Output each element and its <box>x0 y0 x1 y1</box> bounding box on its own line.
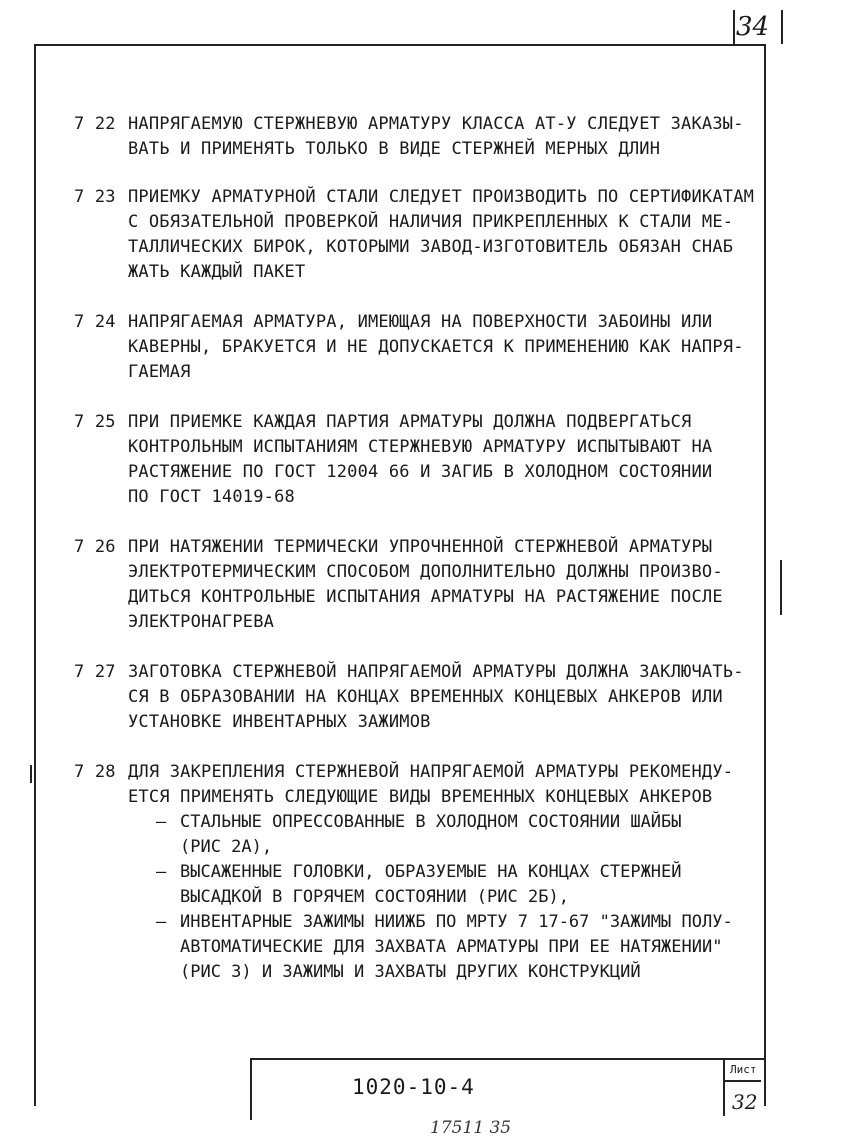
list-dash: – <box>156 812 167 832</box>
paragraph-number: 7 23 <box>74 187 116 207</box>
text-line: ЕТСЯ ПРИМЕНЯТЬ СЛЕДУЮЩИЕ ВИДЫ ВРЕМЕННЫХ КОНЦЕВЫХ АНКЕРОВ <box>128 787 713 807</box>
list-dash: – <box>156 862 167 882</box>
text-line: ЭЛЕКТРОТЕРМИЧЕСКИМ СПОСОБОМ ДОПОЛНИТЕЛЬНО ДОЛЖНЫ ПРОИЗВО- <box>128 562 723 582</box>
paragraph-text <box>128 112 754 162</box>
paragraph-number: 7 27 <box>74 662 116 682</box>
text-line: ПРИ НАТЯЖЕНИИ ТЕРМИЧЕСКИ УПРОЧНЕННОЙ СТЕРЖНЕВОЙ АРМАТУРЫ <box>128 537 713 557</box>
text-line: КОНТРОЛЬНЫМ ИСПЫТАНИЯМ СТЕРЖНЕВУЮ АРМАТУРУ ИСПЫТЫВАЮТ НА <box>128 437 713 457</box>
text-line: ДЛЯ ЗАКРЕПЛЕНИЯ СТЕРЖНЕВОЙ НАПРЯГАЕМОЙ АРМАТУРЫ РЕКОМЕНДУ- <box>128 762 734 782</box>
text-line: ПРИЕМКУ АРМАТУРНОЙ СТАЛИ СЛЕДУЕТ ПРОИЗВОДИТЬ ПО СЕРТИФИКАТАМ <box>128 187 755 207</box>
text-line: ЖАТЬ КАЖДЫЙ ПАКЕТ <box>128 262 306 282</box>
paragraph-text <box>128 310 754 385</box>
list-item-text <box>180 860 682 910</box>
text-line: ПО ГОСТ 14019-68 <box>128 487 295 507</box>
paragraph <box>74 660 754 735</box>
list-item <box>156 910 756 985</box>
paragraph <box>74 410 754 510</box>
text-line: ВЫСАДКОЙ В ГОРЯЧЕМ СОСТОЯНИИ (РИС 2Б), <box>180 887 569 907</box>
text-line: (РИС 2А), <box>180 837 273 857</box>
text-line: ЗАГОТОВКА СТЕРЖНЕВОЙ НАПРЯГАЕМОЙ АРМАТУРЫ ДОЛЖНА ЗАКЛЮЧАТЬ- <box>128 662 744 682</box>
paragraph-text <box>128 410 754 510</box>
sheet-number: 32 <box>732 1090 758 1114</box>
text-line: УСТАНОВКЕ ИНВЕНТАРНЫХ ЗАЖИМОВ <box>128 712 431 732</box>
margin-mark-left <box>30 765 32 783</box>
list-item-text <box>180 910 733 985</box>
paragraph-text <box>128 185 754 285</box>
paragraph <box>74 185 754 285</box>
document-code: 1020-10-4 <box>352 1075 475 1099</box>
text-line: (РИС 3) И ЗАЖИМЫ И ЗАХВАТЫ ДРУГИХ КОНСТРУКЦИЙ <box>180 962 641 982</box>
text-line: ПРИ ПРИЕМКЕ КАЖДАЯ ПАРТИЯ АРМАТУРЫ ДОЛЖНА ПОДВЕРГАТЬСЯ <box>128 412 692 432</box>
list-item-text <box>180 810 682 860</box>
sheet-number-top: 34 <box>736 12 770 42</box>
text-line: ИНВЕНТАРНЫЕ ЗАЖИМЫ НИИЖБ ПО МРТУ 7 17-67 "ЗАЖИМЫ ПОЛУ- <box>180 912 733 932</box>
text-line: НАПРЯГАЕМАЯ АРМАТУРА, ИМЕЮЩАЯ НА ПОВЕРХНОСТИ ЗАБОИНЫ ИЛИ <box>128 312 713 332</box>
list-item <box>156 860 756 910</box>
text-line: АВТОМАТИЧЕСКИЕ ДЛЯ ЗАХВАТА АРМАТУРЫ ПРИ ЕЕ НАТЯЖЕНИИ" <box>180 937 723 957</box>
anchor-types-list <box>156 810 756 985</box>
paragraph <box>74 310 754 385</box>
text-line: ТАЛЛИЧЕСКИХ БИРОК, КОТОРЫМИ ЗАВОД-ИЗГОТОВИТЕЛЬ ОБЯЗАН СНАБ <box>128 237 734 257</box>
text-line: ДИТЬСЯ КОНТРОЛЬНЫЕ ИСПЫТАНИЯ АРМАТУРЫ НА РАСТЯЖЕНИЕ ПОСЛЕ <box>128 587 723 607</box>
paragraph <box>74 112 754 162</box>
text-line: СТАЛЬНЫЕ ОПРЕССОВАННЫЕ В ХОЛОДНОМ СОСТОЯНИИ ШАЙБЫ <box>180 812 682 832</box>
text-line: ВАТЬ И ПРИМЕНЯТЬ ТОЛЬКО В ВИДЕ СТЕРЖНЕЙ МЕРНЫХ ДЛИН <box>128 139 661 159</box>
bottom-note: 17511 35 <box>430 1118 512 1138</box>
text-line: СЯ В ОБРАЗОВАНИИ НА КОНЦАХ ВРЕМЕННЫХ КОНЦЕВЫХ АНКЕРОВ ИЛИ <box>128 687 723 707</box>
paragraph <box>74 535 754 635</box>
paragraph-number: 7 28 <box>74 762 116 782</box>
sheet-label: Лист <box>730 1063 757 1076</box>
text-line: ГАЕМАЯ <box>128 362 191 382</box>
paragraph-number: 7 24 <box>74 312 116 332</box>
paragraph-text <box>128 660 754 735</box>
paragraph-text <box>128 760 754 810</box>
margin-mark-right <box>780 560 782 615</box>
list-item <box>156 810 756 860</box>
text-line: ВЫСАЖЕННЫЕ ГОЛОВКИ, ОБРАЗУЕМЫЕ НА КОНЦАХ СТЕРЖНЕЙ <box>180 862 682 882</box>
paragraph-number: 7 26 <box>74 537 116 557</box>
sheet-cell-divider <box>723 1080 761 1082</box>
text-line: ЭЛЕКТРОНАГРЕВА <box>128 612 275 632</box>
paragraph-text <box>128 535 754 635</box>
text-line: КАВЕРНЫ, БРАКУЕТСЯ И НЕ ДОПУСКАЕТСЯ К ПРИМЕНЕНИЮ КАК НАПРЯ- <box>128 337 744 357</box>
paragraph <box>74 760 754 810</box>
title-block <box>250 1058 764 1120</box>
text-line: РАСТЯЖЕНИЕ ПО ГОСТ 12004 66 И ЗАГИБ В ХОЛОДНОМ СОСТОЯНИИ <box>128 462 713 482</box>
text-line: НАПРЯГАЕМУЮ СТЕРЖНЕВУЮ АРМАТУРУ КЛАССА AТ-У СЛЕДУЕТ ЗАКАЗЫ- <box>128 114 744 134</box>
paragraph-number: 7 22 <box>74 114 116 134</box>
list-dash: – <box>156 912 167 932</box>
text-line: С ОБЯЗАТЕЛЬНОЙ ПРОВЕРКОЙ НАЛИЧИЯ ПРИКРЕПЛЕННЫХ К СТАЛИ МЕ- <box>128 212 734 232</box>
paragraph-number: 7 25 <box>74 412 116 432</box>
